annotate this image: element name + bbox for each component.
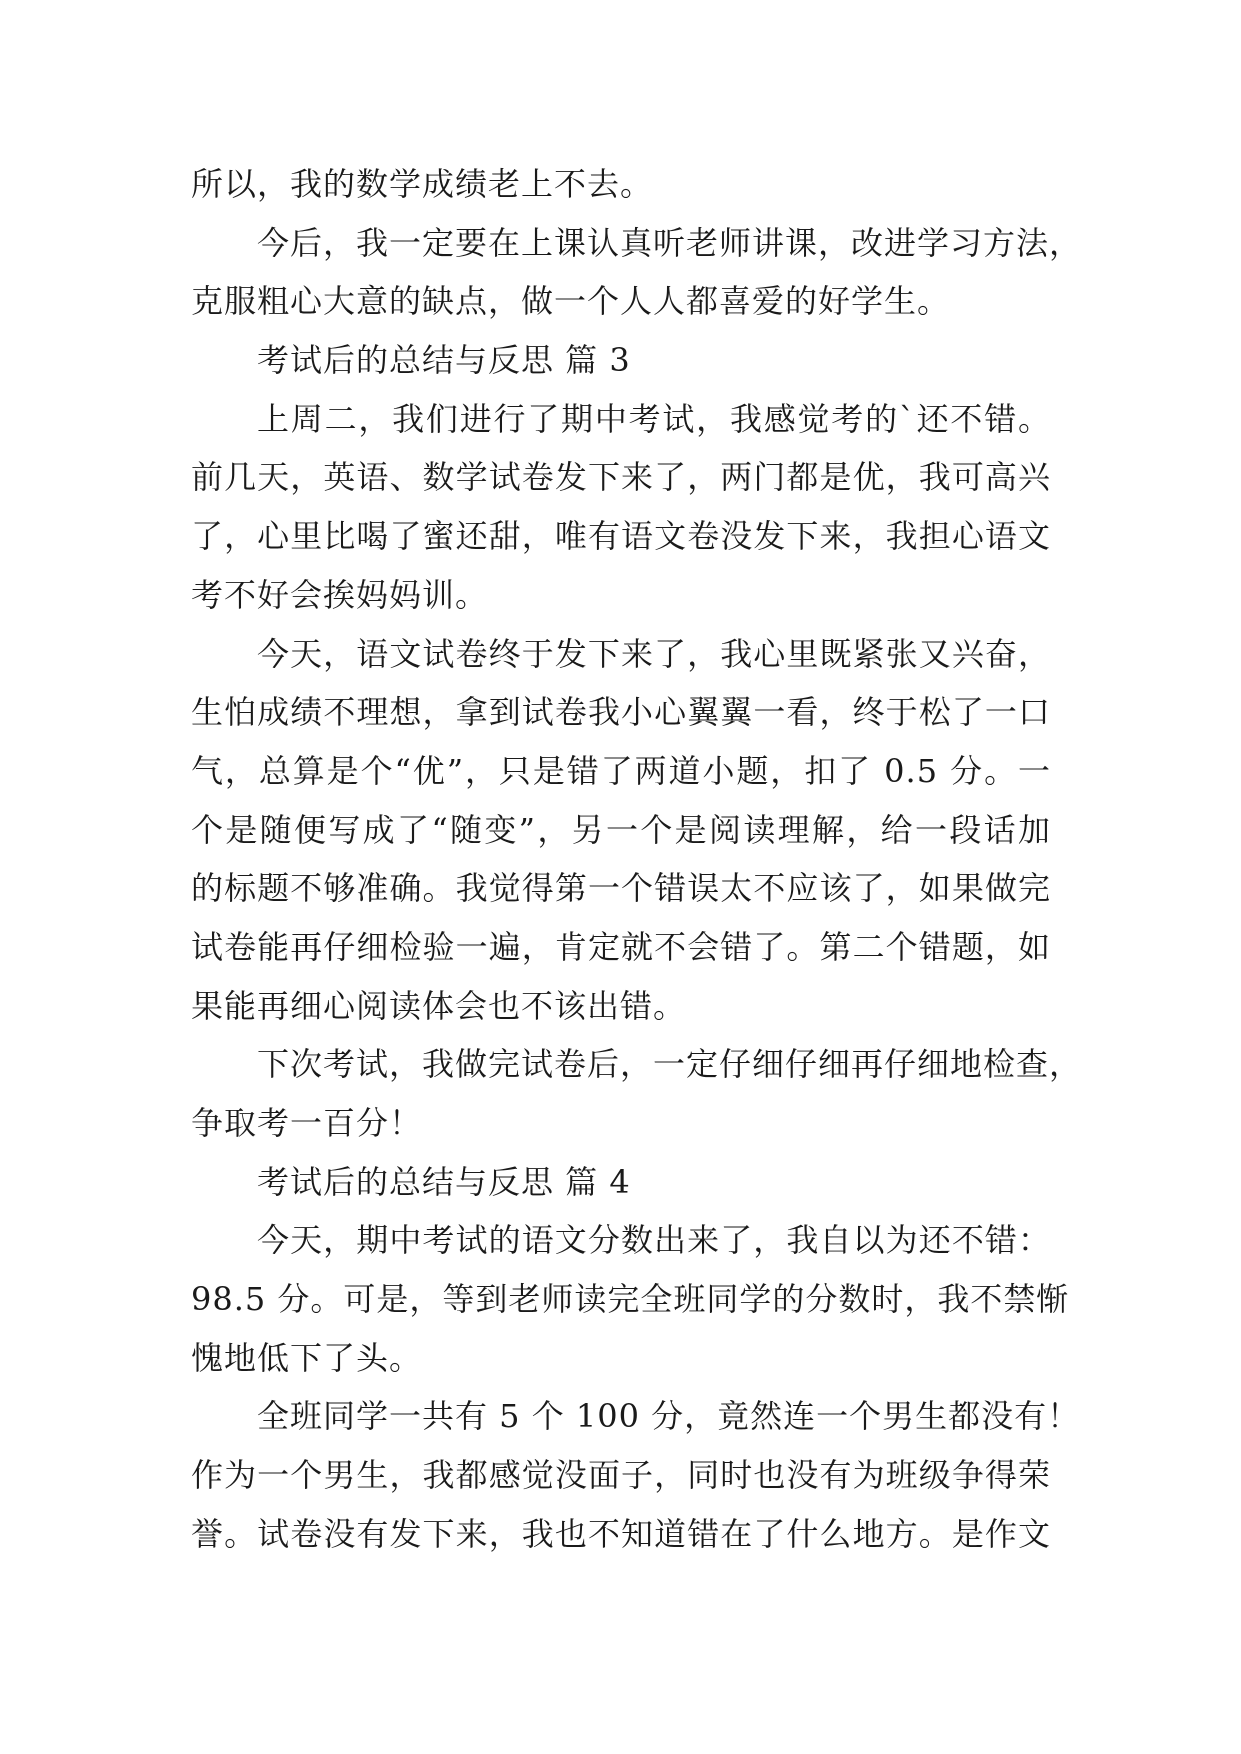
document-body	[191, 155, 1083, 1564]
text-line: 试卷能再仔细检验一遍，肯定就不会错了。第二个错题，如	[191, 927, 1051, 966]
text-line: 今天，期中考试的语文分数出来了，我自以为还不错：	[257, 1221, 1051, 1260]
text-line: 的标题不够准确。我觉得第一个错误太不应该了，如果做完	[191, 869, 1051, 908]
text-line: 今天，语文试卷终于发下来了，我心里既紧张又兴奋，	[257, 634, 1051, 673]
text-line: 前几天，英语、数学试卷发下来了，两门都是优，我可高兴	[191, 458, 1051, 497]
text-line: 全班同学一共有 5 个 100 分，竟然连一个男生都没有！	[257, 1397, 1081, 1436]
section-heading: 考试后的总结与反思 篇 4	[257, 1162, 631, 1201]
text-line: 考不好会挨妈妈训。	[191, 575, 489, 614]
text-line: 所以，我的数学成绩老上不去。	[191, 165, 654, 203]
text-line: 争取考一百分！	[191, 1104, 423, 1142]
text-line: 98.5 分。可是，等到老师读完全班同学的分数时，我不禁惭	[191, 1280, 1070, 1319]
text-line: 今后，我一定要在上课认真听老师讲课，改进学习方法，	[257, 223, 1083, 262]
text-line: 愧地低下了头。	[191, 1338, 423, 1377]
section-heading: 考试后的总结与反思 篇 3	[257, 341, 631, 380]
text-line: 个是随便写成了“随变”，另一个是阅读理解，给一段话加	[191, 810, 1051, 849]
text-line: 下次考试，我做完试卷后，一定仔细仔细再仔细地检查，	[257, 1045, 1083, 1084]
text-line: 誉。试卷没有发下来，我也不知道错在了什么地方。是作文	[191, 1514, 1051, 1553]
text-line: 上周二，我们进行了期中考试，我感觉考的`还不错。	[257, 399, 1051, 438]
text-line: 克服粗心大意的缺点，做一个人人都喜爱的好学生。	[191, 282, 951, 321]
text-line: 气，总算是个“优”，只是错了两道小题，扣了 0.5 分。一	[191, 751, 1051, 790]
text-line: 生怕成绩不理想，拿到试卷我小心翼翼一看，终于松了一口	[191, 693, 1051, 732]
text-line: 作为一个男生，我都感觉没面子，同时也没有为班级争得荣	[191, 1456, 1051, 1495]
text-line: 果能再细心阅读体会也不该出错。	[191, 986, 687, 1025]
text-line: 了，心里比喝了蜜还甜，唯有语文卷没发下来，我担心语文	[191, 517, 1051, 556]
